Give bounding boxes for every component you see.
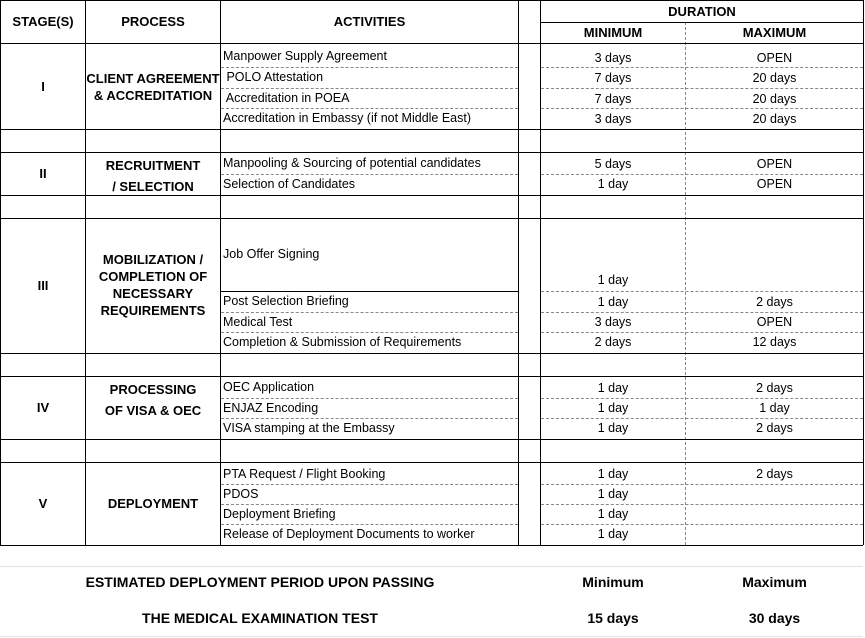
header-activities: ACTIVITIES — [333, 14, 406, 29]
min-duration-cell: 3 days — [594, 315, 632, 329]
activity-cell: Job Offer Signing — [223, 247, 320, 261]
activity-cell: VISA stamping at the Embassy — [223, 421, 395, 435]
max-duration-cell: 2 days — [756, 467, 793, 481]
activity-cell: PTA Request / Flight Booking — [223, 467, 386, 481]
stage-label: III — [37, 278, 49, 293]
max-duration-cell: 20 days — [752, 112, 797, 126]
max-duration-cell: 2 days — [756, 421, 793, 435]
activity-cell: Release of Deployment Documents to worker — [223, 527, 475, 541]
summary-line-2: THE MEDICAL EXAMINATION TEST — [142, 610, 378, 626]
min-duration-cell: 1 day — [597, 401, 629, 415]
min-duration-cell: 1 day — [597, 467, 629, 481]
min-duration-cell: 3 days — [594, 51, 632, 65]
max-duration-cell: OPEN — [756, 157, 793, 171]
process-line: RECRUITMENT — [105, 158, 201, 173]
min-duration-cell: 1 day — [597, 177, 629, 191]
summary-line-1: ESTIMATED DEPLOYMENT PERIOD UPON PASSING — [85, 574, 435, 590]
max-duration-cell: 2 days — [756, 381, 793, 395]
min-duration-cell: 2 days — [594, 335, 632, 349]
max-duration-cell: 20 days — [752, 92, 797, 106]
max-duration-cell: 20 days — [752, 71, 797, 85]
stage-label: II — [39, 166, 47, 181]
process-line: DEPLOYMENT — [107, 496, 199, 511]
min-duration-cell: 1 day — [597, 487, 629, 501]
min-duration-cell: 5 days — [594, 157, 632, 171]
summary-min-label: Minimum — [582, 574, 644, 590]
max-duration-cell: OPEN — [756, 51, 793, 65]
activity-cell: Manpower Supply Agreement — [223, 49, 387, 63]
header-process: PROCESS — [121, 14, 185, 29]
max-duration-cell: OPEN — [756, 177, 793, 191]
process-label — [86, 70, 220, 104]
header-maximum: MAXIMUM — [742, 25, 807, 40]
activity-cell: ENJAZ Encoding — [223, 401, 319, 415]
activity-cell: OEC Application — [223, 380, 315, 394]
process-label — [86, 155, 220, 197]
activity-cell: Deployment Briefing — [223, 507, 336, 521]
summary-min-value: 15 days — [587, 610, 639, 626]
min-duration-cell: 7 days — [594, 92, 632, 106]
max-duration-cell: OPEN — [756, 315, 793, 329]
process-label — [86, 379, 220, 421]
activity-cell: Accreditation in POEA — [223, 91, 350, 105]
min-duration-cell: 1 day — [597, 527, 629, 541]
process-line: COMPLETION OF — [98, 269, 208, 284]
activity-cell: Manpooling & Sourcing of potential candidates — [223, 156, 481, 170]
min-duration-cell: 1 day — [597, 421, 629, 435]
activity-cell: Post Selection Briefing — [223, 294, 349, 308]
min-duration-cell: 3 days — [594, 112, 632, 126]
header-stage: STAGE(S) — [12, 14, 74, 29]
summary-max-label: Maximum — [742, 574, 807, 590]
activity-cell: POLO Attestation — [223, 70, 324, 84]
process-label — [86, 495, 220, 512]
min-duration-cell: 1 day — [597, 381, 629, 395]
process-line: OF VISA & OEC — [104, 403, 202, 418]
process-line: / SELECTION — [112, 179, 194, 194]
min-duration-cell: 7 days — [594, 71, 632, 85]
min-duration-cell: 1 day — [597, 295, 629, 309]
stage-label: IV — [36, 400, 50, 415]
process-line: NECESSARY — [112, 286, 194, 301]
summary-max-value: 30 days — [748, 610, 801, 626]
header-minimum: MINIMUM — [583, 25, 643, 40]
stage-label: I — [41, 79, 45, 94]
process-label — [86, 251, 220, 319]
max-duration-cell: 2 days — [756, 295, 793, 309]
process-line: & ACCREDITATION — [93, 88, 213, 103]
process-line: CLIENT AGREEMENT — [86, 71, 220, 86]
activity-cell: PDOS — [223, 487, 259, 501]
min-duration-cell: 1 day — [597, 507, 629, 521]
min-duration-cell: 1 day — [597, 273, 629, 287]
process-line: PROCESSING — [109, 382, 197, 397]
activity-cell: Completion & Submission of Requirements — [223, 335, 462, 349]
process-line: MOBILIZATION / — [102, 252, 204, 267]
activity-cell: Accreditation in Embassy (if not Middle East) — [223, 111, 472, 125]
activity-cell: Medical Test — [223, 315, 293, 329]
stage-label: V — [38, 496, 48, 511]
header-duration: DURATION — [668, 4, 736, 19]
activity-cell: Selection of Candidates — [223, 177, 356, 191]
max-duration-cell: 12 days — [752, 335, 797, 349]
max-duration-cell: 1 day — [759, 401, 790, 415]
process-line: REQUIREMENTS — [100, 303, 206, 318]
